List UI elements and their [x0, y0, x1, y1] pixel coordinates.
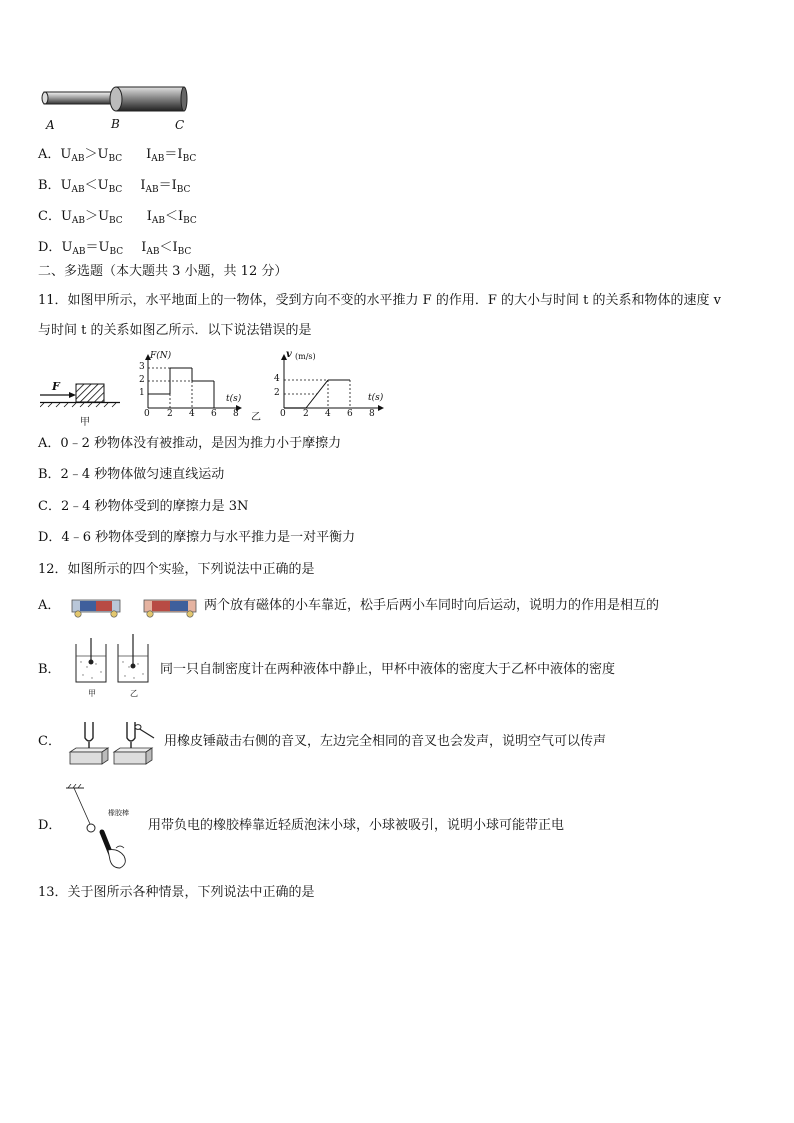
hydrometer-cups-figure [72, 634, 156, 698]
q13-stem: 13．关于图所示各种情景，下列说法中正确的是 [38, 885, 315, 900]
f-xtick-4: 4 [189, 409, 195, 419]
label-b: B [111, 117, 120, 131]
q12-option-b-text: 同一只自制密度计在两种液体中静止，甲杯中液体的密度大于乙杯中液体的密度 [160, 662, 616, 677]
magnet-carts-figure [68, 592, 204, 620]
force-time-graph [136, 352, 246, 424]
q10-option-a: A．$U_{AB}>U_{BC}$ $I_{AB}=I_{BC}$ [38, 147, 197, 164]
rubber-rod-figure [62, 784, 146, 870]
q12-option-a-text: 两个放有磁体的小车靠近，松手后两小车同时向后运动，说明力的作用是相互的 [204, 598, 660, 613]
f-axis-ylabel: F(N) [150, 351, 172, 361]
v-axis-ylabel: v [286, 349, 292, 360]
velocity-time-graph [270, 349, 390, 424]
cup-label-jia: 甲 [88, 689, 96, 698]
q12-stem: 12．如图所示的四个实验，下列说法中正确的是 [38, 562, 315, 577]
conductor-drawing [40, 84, 190, 116]
f-ytick-2: 2 [139, 375, 145, 385]
label-c: C [175, 118, 185, 132]
q11-option-d: D．4﹣6 秒物体受到的摩擦力与水平推力是一对平衡力 [38, 530, 356, 545]
v-xtick-2: 2 [303, 409, 309, 419]
q11-stem-line2: 与时间 t 的关系如图乙所示．以下说法错误的是 [38, 323, 312, 338]
v-axis-xlabel: t(s) [368, 393, 384, 403]
tuning-fork-figure [68, 716, 164, 768]
q12-option-d-text: 用带负电的橡胶棒靠近轻质泡沫小球，小球被吸引，说明小球可能带正电 [148, 818, 565, 833]
force-label: F [52, 380, 60, 393]
fig-yi-caption: 乙 [251, 412, 261, 423]
section-heading: 二、多选题（本大题共 3 小题，共 12 分） [38, 264, 288, 279]
q11-stem-line1: 11．如图甲所示，水平地面上的一物体，受到方向不变的水平推力 F 的作用．F 的大小与时间 t 的关系和物体的速度 v [38, 293, 721, 308]
rubber-rod-label: 橡胶棒 [108, 809, 129, 817]
q12-option-d-letter: D． [38, 818, 62, 833]
q12-option-c-text: 用橡皮锤敲击右侧的音叉，左边完全相同的音叉也会发声，说明空气可以传声 [164, 734, 607, 749]
cup-label-yi: 乙 [130, 689, 138, 698]
q11-option-b: B．2﹣4 秒物体做匀速直线运动 [38, 467, 225, 482]
q11-option-a: A．0﹣2 秒物体没有被推动，是因为推力小于摩擦力 [38, 436, 342, 451]
f-xtick-0: 0 [144, 409, 150, 419]
q11-option-c: C．2﹣4 秒物体受到的摩擦力是 3N [38, 499, 249, 514]
fig-jia-caption: 甲 [80, 417, 90, 428]
q12-option-c-letter: C． [38, 734, 61, 749]
f-xtick-2: 2 [167, 409, 173, 419]
f-xtick-8: 8 [233, 409, 239, 419]
v-axis-unit: (m/s) [295, 352, 316, 361]
fig-jia-block [40, 378, 124, 428]
label-a: A [46, 118, 55, 132]
q10-option-b: B．$U_{AB}<U_{BC}$ $I_{AB}=I_{BC}$ [38, 178, 191, 195]
f-ytick-3: 3 [139, 362, 145, 372]
q10-option-c: C．$U_{AB}>U_{BC}$ $I_{AB}<I_{BC}$ [38, 209, 197, 226]
v-ytick-4: 4 [274, 374, 280, 384]
v-xtick-6: 6 [347, 409, 353, 419]
f-ytick-1: 1 [139, 388, 145, 398]
conductor-figure [40, 84, 190, 136]
v-xtick-0: 0 [280, 409, 286, 419]
q10-option-d: D．$U_{AB}=U_{BC}$ $I_{AB}<I_{BC}$ [38, 240, 192, 257]
q12-option-b-letter: B． [38, 662, 61, 677]
v-xtick-4: 4 [325, 409, 331, 419]
v-xtick-8: 8 [369, 409, 375, 419]
q12-option-a-letter: A． [38, 598, 61, 613]
f-xtick-6: 6 [211, 409, 217, 419]
f-axis-xlabel: t(s) [226, 394, 242, 404]
v-ytick-2: 2 [274, 388, 280, 398]
